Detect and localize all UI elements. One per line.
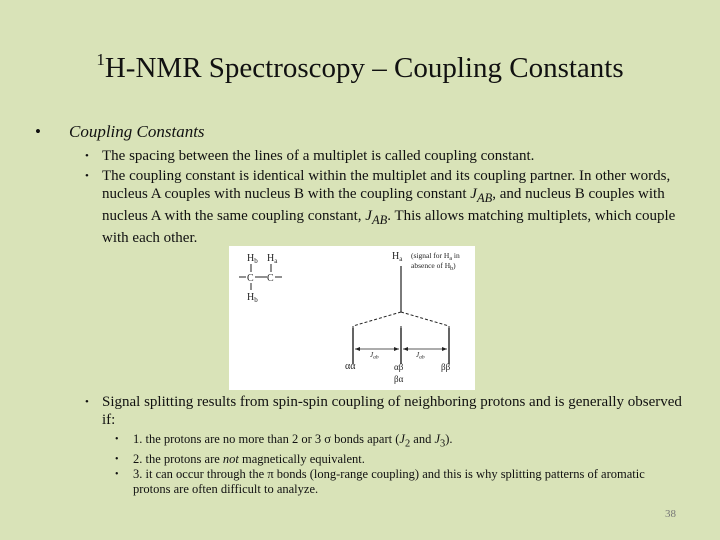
sub-bullet-2 bbox=[85, 167, 685, 247]
condition-1-end: ). bbox=[445, 432, 453, 446]
signal-note-line-1: (signal for $H_a$ in bbox=[411, 251, 460, 262]
carbon-label-1: C bbox=[247, 273, 254, 284]
condition-3 bbox=[115, 467, 685, 497]
bullet-dot: • bbox=[85, 396, 89, 408]
page-number: 38 bbox=[665, 508, 676, 520]
split-line bbox=[353, 312, 401, 326]
bullet-dot: • bbox=[85, 150, 89, 162]
signal-note-line-2: absence of $H_b$) bbox=[411, 261, 456, 272]
condition-2-text: 2. the protons are bbox=[133, 451, 223, 466]
carbon-label-2: C bbox=[267, 273, 274, 284]
split-line bbox=[401, 312, 449, 326]
bullet-dot: • bbox=[115, 434, 119, 445]
condition-2-text-end: magnetically equivalent. bbox=[238, 451, 365, 466]
spin-label-bb: ββ bbox=[441, 362, 451, 372]
bullet-dot: • bbox=[85, 170, 89, 182]
jab-label-left: $J_{ab}$ bbox=[370, 351, 379, 361]
molecule-ha-label: $H_a$ bbox=[267, 253, 278, 265]
condition-3-text: 3. it can occur through the π bonds (long-range coupling) and this is why splitting patterns of aromatic protons are often difficult to analyze. bbox=[133, 466, 645, 496]
spin-label-aa: αα bbox=[345, 361, 356, 372]
main-bullet-label: Coupling Constants bbox=[69, 122, 205, 141]
condition-2 bbox=[115, 452, 685, 467]
condition-2-emphasis: not bbox=[222, 451, 239, 466]
j-subscript: AB bbox=[476, 191, 493, 205]
spin-label-ba: βα bbox=[394, 374, 404, 384]
j-subscript: AB bbox=[371, 213, 388, 227]
bullet-signal-splitting bbox=[85, 393, 685, 429]
j-symbol: J bbox=[470, 186, 477, 202]
spin-label-ab: αβ bbox=[394, 362, 404, 372]
condition-1-text: 1. the protons are no more than 2 or 3 σ bonds apart ( bbox=[133, 432, 400, 446]
bullet-dot: • bbox=[115, 468, 119, 480]
sub-bullet-2-text-c: . This allows matching multiplets, which couple with each other. bbox=[102, 208, 676, 246]
bullet-signal-splitting-text: Signal splitting results from spin-spin coupling of neighboring protons and is generally observed if: bbox=[102, 394, 682, 428]
sub-bullet-2-text-a: The coupling constant is identical within the multiplet and its coupling partner. In other words, nucleus A couples with nucleus B with the coupling constant bbox=[102, 168, 671, 202]
molecule-hb-label-2: $H_b$ bbox=[247, 292, 258, 304]
conditions-list bbox=[115, 432, 685, 497]
arrow-head bbox=[403, 347, 408, 351]
j-symbol: J bbox=[399, 432, 405, 446]
sub-bullet-1 bbox=[85, 147, 685, 165]
sub-bullet-list bbox=[85, 147, 685, 249]
j-symbol: J bbox=[434, 432, 441, 446]
bullet-dot: • bbox=[35, 122, 41, 141]
slide-title bbox=[0, 50, 720, 85]
signal-ha-label: $H_a$ bbox=[392, 251, 403, 263]
sub-bullet-2-text-b: , and nucleus B couples with nucleus A with the same coupling constant, bbox=[102, 186, 665, 224]
title-superscript: 1 bbox=[96, 50, 105, 69]
sub-bullet-1-text: The spacing between the lines of a multiplet is called coupling constant. bbox=[102, 148, 535, 164]
bullet-dot: • bbox=[115, 453, 119, 465]
main-bullet bbox=[35, 122, 205, 142]
j-subscript: 3 bbox=[440, 438, 446, 450]
j-symbol: J bbox=[365, 208, 372, 224]
arrow-head bbox=[442, 347, 447, 351]
coupling-diagram bbox=[229, 246, 475, 390]
jab-label-right: $J_{ab}$ bbox=[416, 351, 425, 361]
molecule-hb-label: $H_b$ bbox=[247, 253, 258, 265]
arrow-head bbox=[355, 347, 360, 351]
j-subscript: 2 bbox=[404, 438, 411, 450]
condition-1 bbox=[115, 432, 685, 452]
condition-1-and: and bbox=[410, 432, 435, 446]
title-text: H-NMR Spectroscopy – Coupling Constants bbox=[104, 52, 624, 84]
arrow-head bbox=[394, 347, 399, 351]
